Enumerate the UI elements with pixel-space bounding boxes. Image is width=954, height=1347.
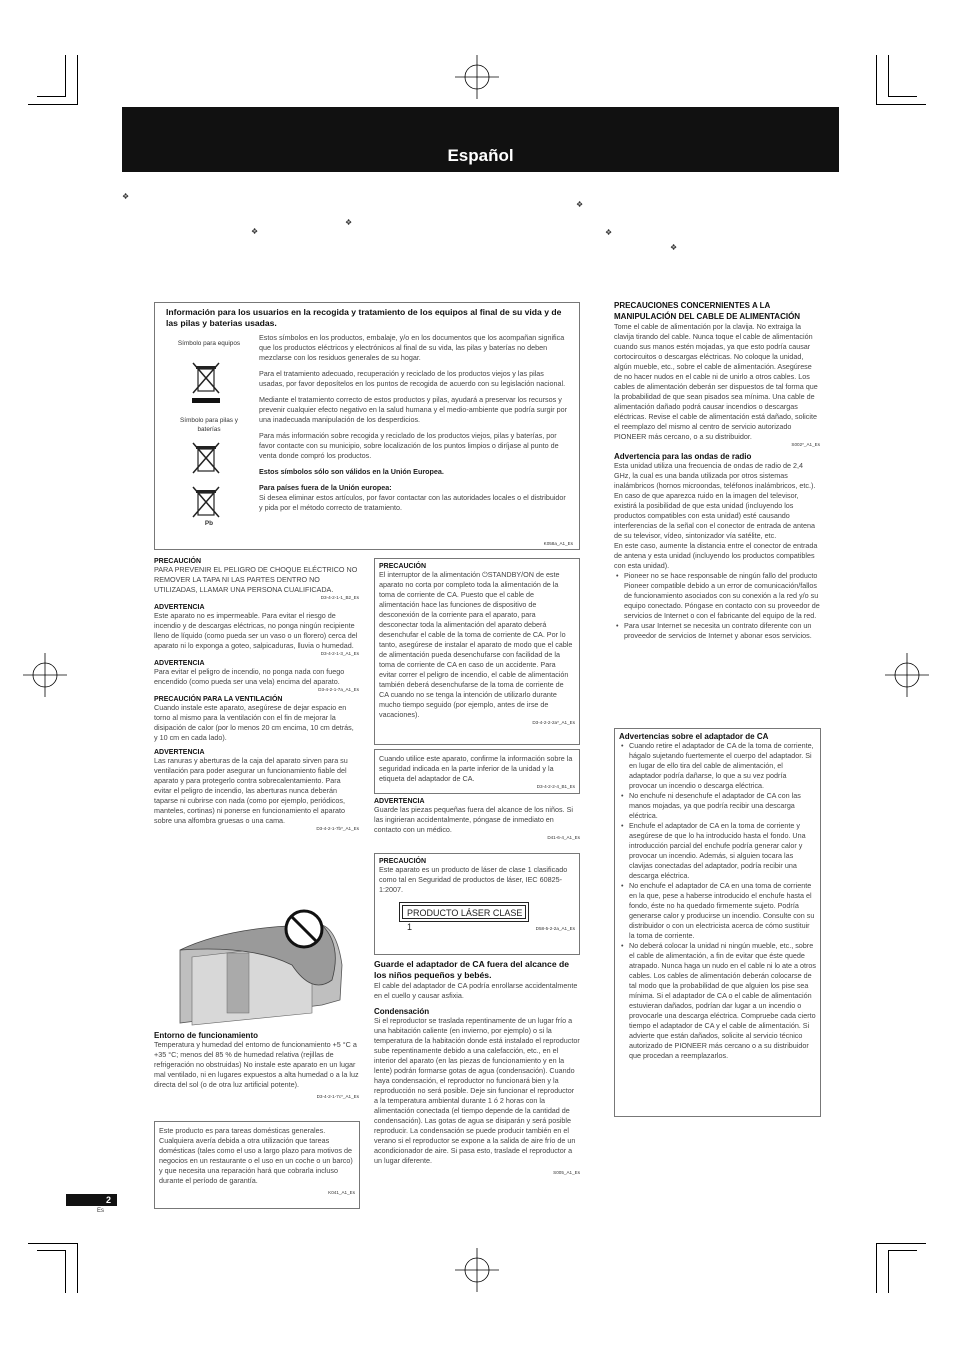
symbol-equipment-label: Símbolo para equipos (177, 340, 241, 347)
entorno-text: Temperatura y humedad del entorno de funcionamiento +5 °C a +35 °C; menos del 85 % de humedad relativa (rejillas de refrigeración no obstruidas) No instale este aparato en un lugar mal ventilado, ni en lugares expuestos a alta humedad o a la luz directa del sol (o de otra luz artificial potente). (154, 1040, 359, 1089)
ventilacion-text: Cuando instale este aparato, asegúrese de dejar espacio en torno al mismo para la ventilación con el fin de mejorar la disipación de calor (por lo menos 20 cm encima, 10 cm detrás, y 10 cm en cada lado). (154, 703, 354, 742)
crop-mark (889, 96, 917, 97)
reference-code: K058a_A1_Es (543, 541, 573, 546)
crop-mark (77, 55, 78, 105)
cable-heading: PRECAUCIONES CONCERNIENTES A LA MANIPULACIÓN DEL CABLE DE ALIMENTACIÓN (614, 301, 801, 321)
weee-bar (192, 398, 220, 403)
crop-mark (877, 104, 926, 105)
radio-heading: Advertencia para las ondas de radio (614, 452, 752, 461)
crossed-bin-icon (191, 361, 221, 395)
precaucion-heading: PRECAUCIÓN (154, 558, 202, 565)
weee-p1: Estos símbolos en los productos, embalaje, y/o en los documentos que los acompañan significa que los productos eléctricos y electrónicos al final de su vida, las pilas y baterías no deben mezclarse con los residuos generales de su hogar. (259, 333, 565, 362)
reference-code: D3-4-2-1-1_B2_Es (320, 595, 359, 600)
precaucion-text: PARA PREVENIR EL PELIGRO DE CHOQUE ELÉCTRICO NO REMOVER LA TAPA NI LAS PARTES DENTRO NO UTILIZADAS, LLAMAR UNA PERSONA CUALIFICADA. (154, 565, 358, 594)
left-column (154, 558, 359, 831)
crop-mark (28, 1243, 77, 1244)
reference-code: D3-4-2-1-3_A1_Es (320, 651, 359, 656)
precaucion-heading: PRECAUCIÓN (379, 563, 427, 570)
adapter-bullet: • Cuando retire el adaptador de CA de la toma de corriente, hágalo sujetando fuertemente el cuerpo del adaptador. Si en lugar de ello tira del cable de alimentación, el adaptador podría dañarse, lo que a su vez podría provocar un incendio o descarga eléctrica. (629, 741, 816, 791)
advertencia-text: Este aparato no es impermeable. Para evitar el riesgo de incendio y de descargas eléctricas, no ponga ningún recipiente lleno de líquido (como pueda ser un vaso o un florero) cerca del aparato ni lo exponga a goteo, salpicaduras, lluvia o humedad. (154, 611, 358, 650)
adapter-bullet: • No enchufe el adaptador de CA en una toma de corriente en la que, pese a haberse introducido el enchufe hasta el fondo, éste no ha quedado firmemente sujeto. Podría generarse calor y producirse un incendio. Consulte con su distribuidor o con un electricista acerca de cómo sustituir la toma de corriente. (629, 881, 816, 941)
advertencia-heading: ADVERTENCIA (154, 604, 205, 611)
weee-p4: Para más información sobre recogida y reciclado de los productos viejos, pilas y baterías, por favor contacte con su municipio, sobre localización de los puntos limpios o diríjase al punto de venta donde compró los productos. (259, 431, 559, 460)
cable-text: Tome el cable de alimentación por la clavija. No extraiga la clavija tirando del cable. Nunca toque el cable de alimentación cuando sus manos estén mojadas, ya que esto podría causar cortocircuitos o descargas eléctricas. No coloque la unidad, algún mueble, etc., sobre el cable de alimentación. Asegúrese de no hacer nudos en el cable ni de unirlo a otros cables. Los cables de alimentación deberán ser dispuestos de tal forma que la probabilidad de que sean pisados sea mínima. Una cable de alimentación dañado podrá causar incendios o descargas eléctricas. Revise el cable de alimentación está dañado, solicite el reemplazo del mismo al centro de servicio autorizado PIONEER más cercano, o a su distribuidor. (614, 322, 818, 441)
crop-mark (65, 55, 66, 97)
reference-code: S005_A1_Es (553, 1170, 580, 1175)
weee-p2: Para el tratamiento adecuado, recuperación y reciclado de los productos viejos y las pilas usadas, por favor deposítelos en los puntos de recogida de acuerdo con su legislación nacional. (259, 369, 566, 388)
crop-mark (37, 1250, 65, 1251)
safety-info-text: Cuando utilice este aparato, confirme la información sobre la seguridad indicada en la parte inferior de la unidad y la etiqueta del adaptador de CA. (379, 754, 573, 783)
laser-caution-box (374, 853, 580, 955)
domestic-use-box (154, 1121, 360, 1209)
weee-p6-heading: Para países fuera de la Unión europea: (259, 483, 392, 492)
crossed-bin-icon (191, 485, 221, 519)
adapter-children-text: El cable del adaptador de CA podría enrollarse accidentalmente en el cuello y causar asfixia. (374, 981, 578, 1000)
radio-bullet: • Pioneer no se hace responsable de ningún fallo del producto Pioneer compatible debido a un error de comunicación/fallos de funcionamiento asociados con su conexión a la red y/o su equipo conectado. Póngase en contacto con su proveedor de servicios de Internet o con el fabricante del equipo de la red. (624, 571, 820, 621)
adapter-children-heading: Guarde el adaptador de CA fuera del alcance de los niños pequeños y bebés. (374, 959, 570, 980)
reference-code: D58-5-2-2a_A1_Es (535, 926, 575, 931)
entorno-heading: Entorno de funcionamiento (154, 1031, 258, 1040)
reference-code: D3-4-2-2-4_B1_Es (536, 784, 575, 789)
diamond-icon: ❖ (576, 200, 584, 209)
page-language: Es (97, 1208, 105, 1214)
crop-mark (888, 1250, 889, 1293)
advertencia-heading: ADVERTENCIA (154, 749, 205, 756)
crop-mark (77, 1243, 78, 1293)
crop-mark (888, 55, 889, 97)
safety-info-box (374, 749, 580, 794)
header-banner (122, 107, 839, 172)
weee-heading: Información para los usuarios en la recogida y tratamiento de los equipos al final de su vida y de las pilas y baterias usadas. (166, 307, 562, 328)
weee-p5: Estos símbolos sólo son válidos en la Unión Europea. (259, 467, 444, 476)
standby-caution-text: El interruptor de la alimentación ⏻STANDBY/ON de este aparato no corta por completo toda la alimentación de la toma de corriente de CA. Puesto que el cable de alimentación hace las funciones de dispositivo de desconexión de la corriente para el aparato, para desconectar toda la alimentación del aparato deberá desenchufar el cable de la toma de corriente de CA. Por lo tanto, asegúrese de instalar el aparato de modo que el cable de alimentación pueda desenchufarse con facilidad de la toma de corriente de CA en caso de un accidente. Para evitar correr el peligro de incendio, el cable de alimentación también deberá desenchufarse de la toma de corriente de CA cuando no se tenga la intención de utilizarlo durante mucho tiempo seguido (por ejemplo, antes de irse de vacaciones). (379, 570, 573, 719)
adapter-bullet: • No deberá colocar la unidad ni ningún mueble, etc., sobre el cable de alimentación, a fin de evitar que éste quede atrapado. Nunca haga un nudo en el cable ni lo ate a otros cables. Los cables de alimentación deberán colocarse de tal modo que la probabilidad de que alguien los pise sea mínima. Si el adaptador de CA o el cable de alimentación estuvieran dañados, podrían dar lugar a un incendio o provocarle una descarga eléctrica. Compruebe cada cierto tiempo el adaptador de CA y el cable de alimentación. Si advierte que están dañados, solicite al servicio técnico autorizado de PIONEER más cercano o a su distribuidor que procedan a reemplazarlos. (629, 941, 816, 1061)
crop-mark (889, 1250, 917, 1251)
diamond-icon: ❖ (345, 218, 353, 227)
page-number: 2 (66, 1194, 117, 1206)
registration-mark-right (885, 653, 929, 697)
domestic-use-text: Este producto es para tareas domésticas generales. Cualquiera avería debida a otra utilización que tareas domésticas (tales como el uso a largo plazo para motivos de negocios en un restaurante o el uso en un coche o un barco) y que necesita una reparación hará que cobrarla incluso durante el período de garantía. (159, 1126, 353, 1185)
adapter-bullet: • No enchufe ni desenchufe el adaptador de CA con las manos mojadas, ya que podría recibir una descarga eléctrica. (629, 791, 816, 821)
page-title: Español (447, 146, 514, 165)
condensacion-heading: Condensación (374, 1007, 430, 1016)
reference-code: D3-4-2-1-7a_A1_Es (318, 687, 359, 692)
weee-p3: Mediante el tratamiento correcto de estos productos y pilas, ayudará a preservar los recursos y prevenir cualquier efecto negativo en la salud humana y el medio-ambiente que podría surgir por una inadecuada manipulación de los desperdicios. (259, 395, 568, 424)
crop-mark (876, 55, 877, 105)
laser-text: Este aparato es un producto de láser de clase 1 clasificado como tal en Seguridad de productos de láser, IEC 60825-1:2007. (379, 865, 568, 894)
standby-caution-box (374, 558, 580, 745)
advertencia-text: Para evitar el peligro de incendio, no ponga nada con fuego encendido (como pueda ser una vela) encima del aparato. (154, 667, 345, 686)
ventilacion-heading: PRECAUCIÓN PARA LA VENTILACIÓN (154, 696, 283, 703)
small-parts-section (374, 798, 580, 840)
radio-bullet: • Para usar Internet se necesita un contrato diferente con un proveedor de servicios de Internet y abonar esos servicios. (624, 621, 820, 641)
crossed-bin-icon (191, 441, 221, 475)
crop-mark (37, 96, 65, 97)
reference-code: K041_A1_Es (328, 1190, 355, 1195)
pb-label: Pb (204, 520, 214, 527)
environment-section (154, 1031, 359, 1099)
diamond-icon: ❖ (670, 243, 678, 252)
registration-mark-bottom (455, 1248, 499, 1292)
crop-mark (65, 1250, 66, 1293)
diamond-icon: ❖ (251, 227, 259, 236)
reference-code: D3-4-2-2-2a*_A1_Es (532, 720, 575, 725)
crop-mark (876, 1243, 877, 1293)
covered-device-illustration (172, 905, 352, 1030)
reference-code: D3-4-2-1-7b*_A1_Es (316, 826, 359, 831)
right-column (614, 300, 820, 641)
adapter-children-section (374, 959, 580, 1175)
radio-text-3: En este caso, aumente la distancia entre el conector de entrada de antena y esta unidad (incluyendo los productos compatibles con esta unidad). (614, 541, 818, 570)
precaucion-heading: PRECAUCIÓN (379, 858, 427, 865)
crop-mark (877, 1243, 926, 1244)
diamond-icon: ❖ (122, 192, 130, 201)
small-parts-text: Guarde las piezas pequeñas fuera del alcance de los niños. Si las ingirieran accidentalmente, póngase de inmediato en contacto con un médico. (374, 805, 573, 834)
symbol-batteries-label: Símbolo para pilas y baterías (180, 417, 238, 433)
reference-code: D41-6-4_A1_Es (547, 835, 580, 840)
registration-mark-left (23, 653, 67, 697)
reference-code: D3-4-2-1-7c*_A1_Es (316, 1094, 359, 1099)
laser-class-label (399, 902, 529, 932)
weee-info-box (154, 302, 580, 550)
diamond-icon: ❖ (605, 228, 613, 237)
adapter-warnings-box (614, 728, 821, 1117)
adapter-warnings-heading: Advertencias sobre el adaptador de CA (619, 732, 769, 741)
advertencia-text: Las ranuras y aberturas de la caja del aparato sirven para su ventilación para poder asegurar un funcionamiento fiable del aparato y para protegerlo contra sobrecalentamiento. Para evitar el peligro de incendio, las aberturas nunca deberán taparse ni cubrirse con nada (como por ejemplo, periódicos, manteles, cortinas) ni ponerse en funcionamiento el aparato sobre una alfombra gruesas o una cama. (154, 756, 348, 825)
registration-mark-top (455, 55, 499, 99)
weee-p6: Si desea eliminar estos artículos, por favor contactar con las autoridades locales o el distribuidor y pida por el método correcto de tratamiento. (259, 493, 566, 512)
radio-text-1: Esta unidad utiliza una frecuencia de ondas de radio de 2,4 GHz, la cual es una banda utilizada por otros sistemas inalámbricos (hornos microondas, teléfonos inalámbricos, etc.). (614, 461, 816, 490)
advertencia-heading: ADVERTENCIA (374, 798, 425, 805)
radio-text-2: En caso de que aparezca ruido en la imagen del televisor, existirá la posibilidad de que esta unidad (incluyendo los productos compatibles con esta unidad) esté causando interferencias de la señal con el conector de entrada de antena de su televisor, vídeo, sintonizador vía satélite, etc. (614, 491, 815, 540)
reference-code: S002*_A1_Es (791, 442, 820, 447)
crop-mark (28, 104, 77, 105)
condensacion-text: Si el reproductor se traslada repentinamente de un lugar frío a una habitación caliente (en invierno, por ejemplo) o si la temperatura de la habitación donde está instalado el reproductor sube repentinamente debido a una calefacción, etc., en el interior del aparato (en las piezas de funcionamiento y en la lente) podrán formarse gotas de agua (condensación). Cuando haya condensación, el reproductor no funcionará bien y la reproducción no será posible. Deje sin funcionar el reproductor a la temperatura ambiental durante 1 ó 2 horas con la alimentación conectada (el tiempo depende de la cantidad de condensación). Las gotas de agua se disiparán y será posible reproducir. La condensación se puede producir también en el verano si el reproductor se expone a la salida de aire frío de un acondicionador de aire. Si pasa esto, traslade el reproductor a un lugar diferente. (374, 1016, 580, 1165)
laser-class-text: PRODUCTO LÁSER CLASE 1 (402, 905, 526, 919)
adapter-bullet: • Enchufe el adaptador de CA en la toma de corriente y asegúrese de que lo ha introducido hasta el fondo. Una introducción parcial del enchufe podría generar calor y provocar un incendio. Además, si alguien tocara las clavijas conectadas del adaptador, podría recibir una descarga eléctrica. (629, 821, 816, 881)
advertencia-heading: ADVERTENCIA (154, 660, 205, 667)
